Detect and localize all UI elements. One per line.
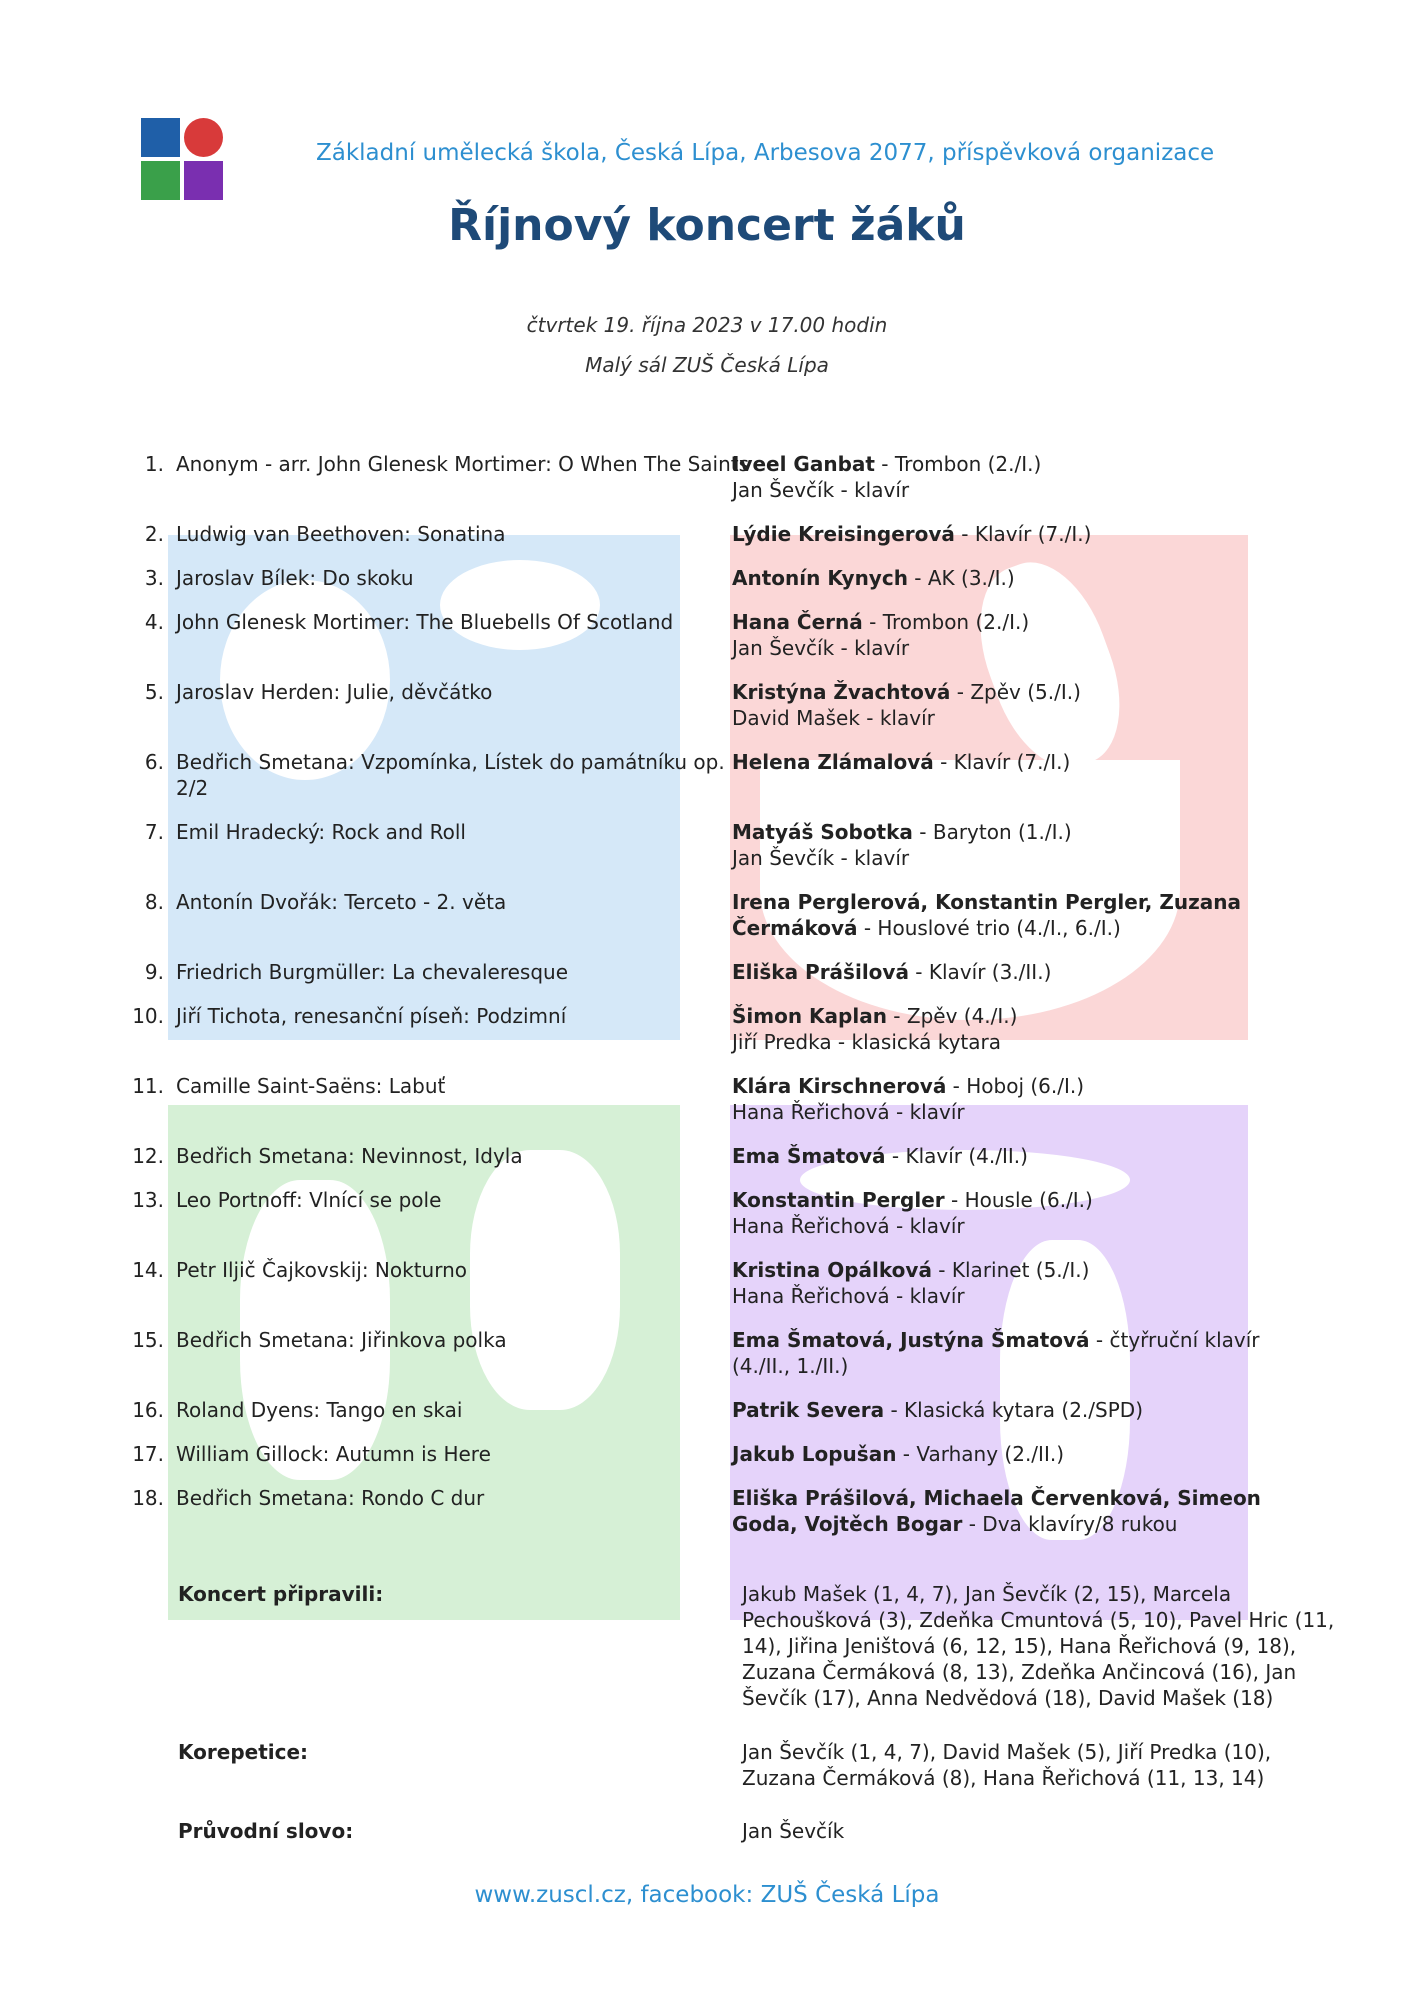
performer-info [732, 565, 1302, 591]
performer-name: Kristýna Žvachtová [732, 680, 951, 704]
concert-venue: Malý sál ZUŠ Česká Lípa [585, 353, 829, 377]
performer-info [732, 1003, 1302, 1055]
performer-info [732, 889, 1302, 941]
performer-detail: - Klarinet (5./I.) [931, 1258, 1090, 1282]
credit-label: Průvodní slovo: [178, 1819, 354, 1843]
performer-detail: - Klavír (4./II.) [885, 1144, 1028, 1168]
piece-title: Jaroslav Herden: Julie, děvčátko [176, 680, 493, 704]
performer-detail: - Klavír (7./I.) [954, 522, 1092, 546]
piece-title: Friedrich Burgmüller: La chevaleresque [176, 960, 569, 984]
piece-title: Bedřich Smetana: Nevinnost, Idyla [176, 1144, 523, 1168]
performer-detail: - Trombon (2./I.) [862, 610, 1030, 634]
performer-info [732, 521, 1302, 547]
performer-name: Konstantin Pergler [732, 1188, 945, 1212]
performer-detail: - Trombon (2./I.) [874, 452, 1042, 476]
piece-title: William Gillock: Autumn is Here [176, 1442, 491, 1466]
item-number: 17. [132, 1442, 164, 1466]
item-number: 18. [132, 1486, 164, 1510]
logo-red-quadrant [184, 118, 223, 157]
piece-title: Jaroslav Bílek: Do skoku [176, 566, 414, 590]
school-logo [141, 118, 223, 200]
accompanist: David Mašek - klavír [732, 706, 935, 730]
performer-name: Klára Kirschnerová [732, 1074, 947, 1098]
performer-name: Matyáš Sobotka [732, 820, 913, 844]
item-number: 9. [144, 960, 164, 984]
logo-blue-quadrant [141, 118, 180, 157]
item-number: 1. [144, 452, 164, 476]
accompanist: Jan Ševčík - klavír [732, 478, 910, 502]
performer-detail: - Klavír (7./I.) [933, 750, 1071, 774]
performer-detail: - čtyřruční klavír (4./II., 1./II.) [732, 1328, 1260, 1378]
performer-name: Eliška Prášilová, Michaela Červenková, Simeon Goda, Vojtěch Bogar [732, 1486, 1261, 1536]
performer-detail: - Klasická kytara (2./SPD) [884, 1398, 1143, 1422]
accompanist: Hana Řeřichová - klavír [732, 1284, 965, 1308]
performer-name: Ema Šmatová, Justýna Šmatová [732, 1328, 1090, 1352]
performer-info [732, 451, 1302, 503]
performer-info [732, 1397, 1302, 1423]
item-number: 12. [132, 1144, 164, 1168]
piece-title: Petr Iljič Čajkovskij: Nokturno [176, 1258, 468, 1282]
piece-title: Bedřich Smetana: Jiřinkova polka [176, 1328, 507, 1352]
accompanist: Jan Ševčík - klavír [732, 846, 910, 870]
item-number: 14. [132, 1258, 164, 1282]
performer-name: Antonín Kynych [732, 566, 908, 590]
accompanist: Hana Řeřichová - klavír [732, 1214, 965, 1238]
performer-info [732, 1143, 1302, 1169]
performer-detail: - Hoboj (6./I.) [946, 1074, 1085, 1098]
concert-date: čtvrtek 19. října 2023 v 17.00 hodin [526, 313, 888, 337]
performer-info [732, 1257, 1302, 1309]
performer-info [732, 1073, 1302, 1125]
piece-title: Antonín Dvořák: Terceto - 2. věta [176, 890, 507, 914]
item-number: 16. [132, 1398, 164, 1422]
item-number: 3. [144, 566, 164, 590]
piece-title: Bedřich Smetana: Vzpomínka, Lístek do památníku op. 2/2 [176, 750, 725, 800]
item-number: 6. [144, 750, 164, 774]
performer-name: Helena Zlámalová [732, 750, 934, 774]
performer-name: Jakub Lopušan [732, 1442, 897, 1466]
item-number: 11. [132, 1074, 164, 1098]
performer-name: Kristina Opálková [732, 1258, 932, 1282]
credit-label: Korepetice: [178, 1740, 309, 1764]
performer-name: Patrik Severa [732, 1398, 885, 1422]
credit-label: Koncert připravili: [178, 1582, 384, 1606]
piece-title: Roland Dyens: Tango en skai [176, 1398, 463, 1422]
item-number: 13. [132, 1188, 164, 1212]
piece-title: Leo Portnoff: Vlnící se pole [176, 1188, 442, 1212]
school-name: Základní umělecká škola, Česká Lípa, Arbesova 2077, příspěvková organizace [316, 140, 1215, 166]
performer-detail: - Houslové trio (4./I., 6./I.) [857, 916, 1121, 940]
performer-info [732, 1441, 1302, 1467]
performer-name: Lýdie Kreisingerová [732, 522, 955, 546]
performer-detail: - Baryton (1./I.) [912, 820, 1072, 844]
item-number: 4. [144, 610, 164, 634]
accompanist: Jan Ševčík - klavír [732, 636, 910, 660]
footer-links[interactable]: www.zuscl.cz, facebook: ZUŠ Česká Lípa [474, 1882, 940, 1908]
credit-value: Jakub Mašek (1, 4, 7), Jan Ševčík (2, 15), Marcela Pechoušková (3), Zdeňka Cmuntová (5, 10), Pavel Hric (11, 14), Jiřina Jeništová (6, 12, 15), Hana Řeřichová (9, 18), Zuzana Čermáková (8, 13), Zdeňka Ančincová (16), Jan Ševčík (17), Anna Nedvědová (18), David Mašek (18) [742, 1582, 1335, 1710]
performer-detail: - Dva klavíry/8 rukou [962, 1512, 1178, 1536]
performer-info [732, 1327, 1302, 1379]
performer-name: Iveel Ganbat [732, 452, 875, 476]
performer-name: Irena Perglerová, Konstantin Pergler, Zuzana Čermáková [732, 890, 1241, 940]
performer-detail: - Varhany (2./II.) [896, 1442, 1065, 1466]
performer-info [732, 749, 1302, 775]
accompanist: Hana Řeřichová - klavír [732, 1100, 965, 1124]
piece-title: Anonym - arr. John Glenesk Mortimer: O When The Saints [176, 452, 750, 476]
performer-detail: - Zpěv (4./I.) [886, 1004, 1018, 1028]
credit-value: Jan Ševčík [742, 1819, 845, 1843]
item-number: 8. [144, 890, 164, 914]
accompanist: Jiří Predka - klasická kytara [732, 1030, 1001, 1054]
logo-purple-quadrant [184, 161, 223, 200]
performer-info [732, 679, 1302, 731]
performer-info [732, 819, 1302, 871]
logo-green-quadrant [141, 161, 180, 200]
performer-name: Šimon Kaplan [732, 1004, 887, 1028]
item-number: 10. [132, 1004, 164, 1028]
piece-title: Camille Saint-Saëns: Labuť [176, 1074, 446, 1098]
performer-name: Hana Černá [732, 610, 863, 634]
performer-name: Ema Šmatová [732, 1144, 886, 1168]
performer-info [732, 609, 1302, 661]
performer-info [732, 1485, 1302, 1537]
performer-detail: - Housle (6./I.) [944, 1188, 1093, 1212]
piece-title: Emil Hradecký: Rock and Roll [176, 820, 466, 844]
piece-title: John Glenesk Mortimer: The Bluebells Of Scotland [176, 610, 674, 634]
performer-detail: - AK (3./I.) [907, 566, 1015, 590]
performer-info [732, 1187, 1302, 1239]
piece-title: Ludwig van Beethoven: Sonatina [176, 522, 506, 546]
performer-detail: - Klavír (3./II.) [908, 960, 1052, 984]
page-title: Říjnový koncert žáků [448, 200, 966, 251]
performer-detail: - Zpěv (5./I.) [950, 680, 1081, 704]
piece-title: Bedřich Smetana: Rondo C dur [176, 1486, 485, 1510]
piece-title: Jiří Tichota, renesanční píseň: Podzimní [176, 1004, 567, 1028]
performer-info [732, 959, 1302, 985]
item-number: 2. [144, 522, 164, 546]
item-number: 15. [132, 1328, 164, 1352]
credit-value: Jan Ševčík (1, 4, 7), David Mašek (5), Jiří Predka (10), Zuzana Čermáková (8), Hana Řeřichová (11, 13, 14) [742, 1740, 1272, 1790]
performer-name: Eliška Prášilová [732, 960, 909, 984]
item-number: 5. [144, 680, 164, 704]
item-number: 7. [144, 820, 164, 844]
